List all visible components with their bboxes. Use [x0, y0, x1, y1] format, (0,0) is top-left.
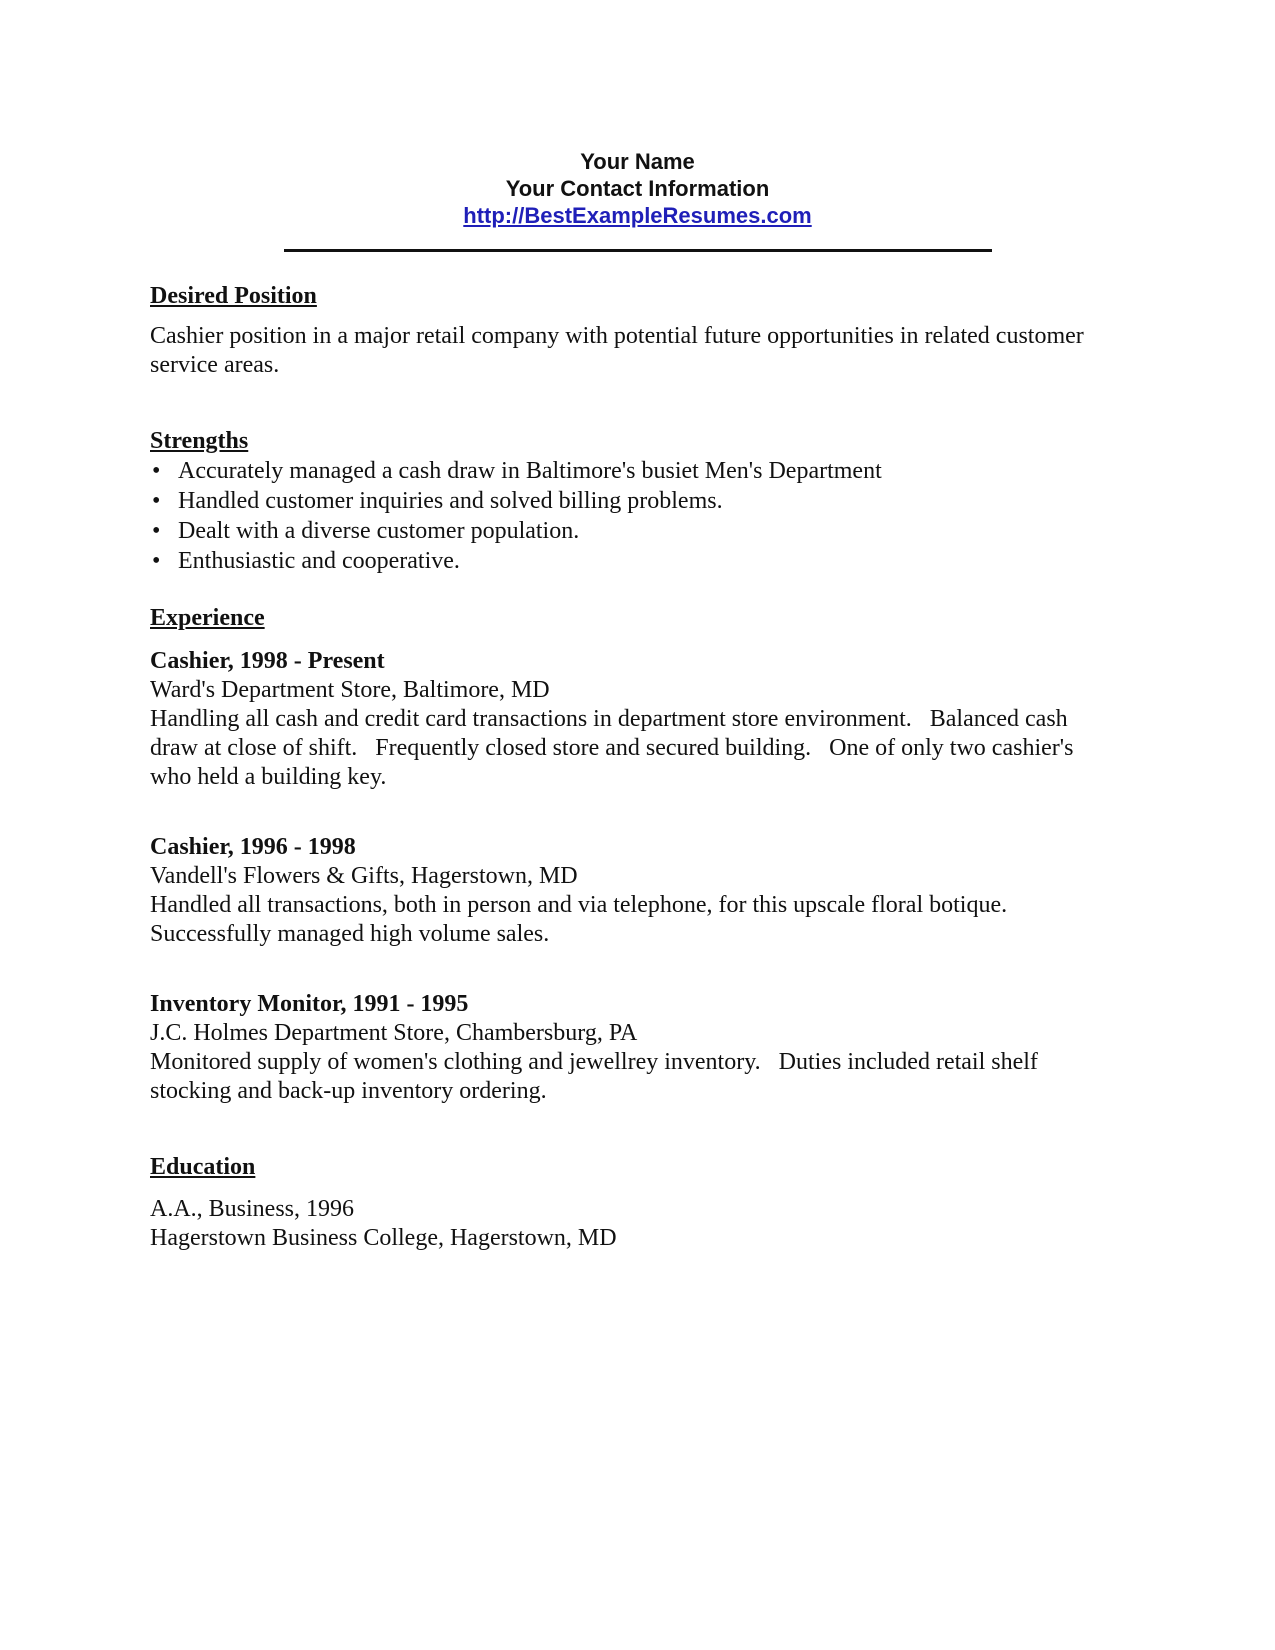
- job-description-line: Handled all transactions, both in person and via telephone, for this upscale floral botique.: [150, 892, 1008, 918]
- resume-header: [0, 148, 1275, 229]
- bullet-icon: •: [152, 548, 161, 574]
- bullet-icon: •: [152, 518, 161, 544]
- job-title: Cashier, 1996 - 1998: [150, 834, 356, 860]
- job-title: Inventory Monitor, 1991 - 1995: [150, 991, 469, 1017]
- job-description-line: stocking and back-up inventory ordering.: [150, 1078, 547, 1104]
- bullet-icon: •: [152, 458, 161, 484]
- strength-text: Accurately managed a cash draw in Baltimore's busiet Men's Department: [178, 458, 882, 484]
- section-title-desired-position: Desired Position: [150, 283, 317, 309]
- list-item: [150, 456, 1140, 486]
- strengths-list: [150, 456, 1140, 576]
- education-degree: A.A., Business, 1996: [150, 1196, 355, 1222]
- list-item: [150, 516, 1140, 546]
- education-school: Hagerstown Business College, Hagerstown, MD: [150, 1225, 617, 1251]
- header-divider: [284, 249, 992, 252]
- strength-text: Enthusiastic and cooperative.: [178, 548, 460, 574]
- job-description-line: Handling all cash and credit card transactions in department store environment. Balanced cash: [150, 706, 1068, 732]
- job-description-line: draw at close of shift. Frequently closed store and secured building. One of only two cashier's: [150, 735, 1074, 761]
- strength-text: Handled customer inquiries and solved billing problems.: [178, 488, 723, 514]
- job-description-line: Monitored supply of women's clothing and jewellrey inventory. Duties included retail shelf: [150, 1049, 1038, 1075]
- strength-text: Dealt with a diverse customer population.: [178, 518, 580, 544]
- job-entry: [150, 647, 1140, 792]
- job-entry: [150, 990, 1140, 1106]
- job-employer: J.C. Holmes Department Store, Chambersburg, PA: [150, 1020, 638, 1046]
- job-employer: Vandell's Flowers & Gifts, Hagerstown, MD: [150, 863, 578, 889]
- job-title: Cashier, 1998 - Present: [150, 648, 385, 674]
- job-description-line: who held a building key.: [150, 764, 387, 790]
- desired-position-line: service areas.: [150, 352, 280, 378]
- website-link[interactable]: http://BestExampleResumes.com: [463, 203, 812, 228]
- contact-info: Your Contact Information: [505, 176, 770, 201]
- education-section: [150, 1153, 1140, 1253]
- strengths-section: [150, 427, 1140, 576]
- section-title-experience: Experience: [150, 605, 265, 631]
- section-title-education: Education: [150, 1154, 256, 1180]
- job-employer: Ward's Department Store, Baltimore, MD: [150, 677, 550, 703]
- section-title-strengths: Strengths: [150, 428, 249, 454]
- desired-position-line: Cashier position in a major retail company with potential future opportunities in related customer: [150, 323, 1084, 349]
- job-description-line: Successfully managed high volume sales.: [150, 921, 550, 947]
- bullet-icon: •: [152, 488, 161, 514]
- list-item: [150, 486, 1140, 516]
- list-item: [150, 546, 1140, 576]
- experience-section: [150, 604, 1140, 1106]
- name-heading: Your Name: [580, 149, 695, 174]
- job-entry: [150, 833, 1140, 949]
- desired-position-section: [150, 282, 1140, 380]
